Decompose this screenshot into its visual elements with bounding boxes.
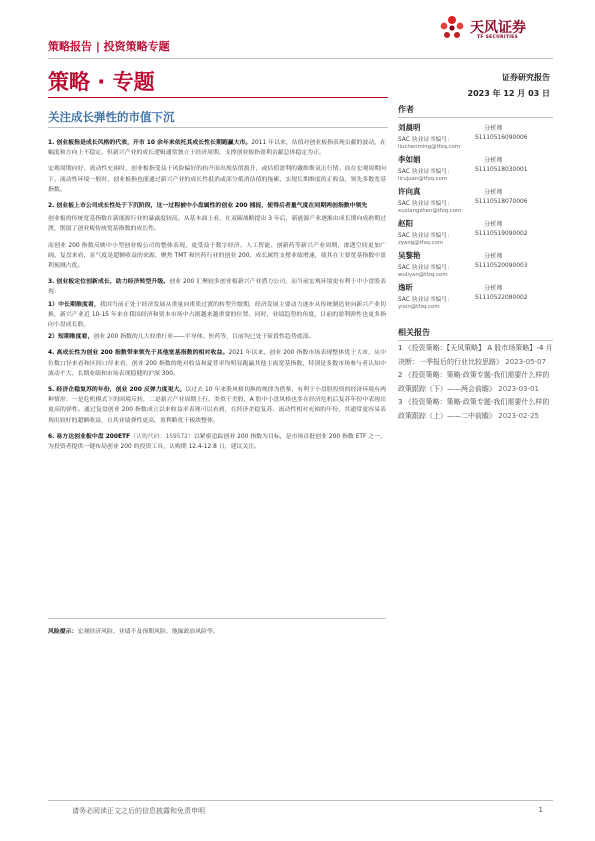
risk-text: 宏观经济风险、业绩不及预期风险、地缘政治风险等。 xyxy=(77,629,219,635)
author-role: 分析师 xyxy=(484,189,503,196)
product-code: （认购代码：159572） xyxy=(130,433,194,440)
author-role: 分析师 xyxy=(484,221,503,228)
risk-label: 风险提示： xyxy=(48,629,78,635)
author-entry xyxy=(398,186,553,214)
risk-warning xyxy=(48,626,219,635)
author-role: 分析师 xyxy=(484,157,503,164)
report-category: 策略报告 | 投资策略专题 xyxy=(48,40,170,53)
subtitle-divider xyxy=(48,127,388,128)
author-entry xyxy=(398,250,553,278)
paragraph-lead: 1）中长期维度看， xyxy=(48,301,100,308)
author-entry xyxy=(398,154,553,182)
paragraph-2 xyxy=(48,164,386,195)
author-name: 赵阳 xyxy=(398,219,413,228)
paragraph-6 xyxy=(48,300,386,331)
report-type: 证券研究报告 xyxy=(502,73,550,82)
paragraph-4 xyxy=(48,241,386,272)
summary-body xyxy=(48,138,386,458)
paragraph-lead: 3. 创业板定位创新成长，助力经济转型升级。 xyxy=(48,279,170,286)
author-email[interactable]: liuchenming@tfzq.com xyxy=(398,144,460,150)
author-sac-number: S1110518070006 xyxy=(475,199,528,205)
author-email[interactable]: zyang@tfzq.com xyxy=(398,240,444,246)
paragraph-lead: 2）短期维度看， xyxy=(48,334,94,341)
author-role: 分析师 xyxy=(484,285,503,292)
author-email[interactable]: xuxiangzhen@tfzq.com xyxy=(398,208,462,214)
paragraph-text: 创业板的传统宽基指数在新能源行业的暴露度较高，从基本面上看，在双碳战略提出 3 年后，新能源产业逐渐由成长期向成熟期过渡，削弱了创业板传统宽基指数的成长性。 xyxy=(48,216,386,233)
related-report-item[interactable] xyxy=(398,342,553,369)
paragraph-lead: 1. 创业板指是成长风格的代表，开市 10 余年来依托其成长性长期跑赢大市。 xyxy=(48,140,252,146)
paragraph-text: 创业 200 指数的几大权重行业——半导体、医药等，目前均已处于阶段性趋势底部。 xyxy=(93,334,315,341)
related-report-title: 2 《投资策略：策略·政策专题-我们需要什么样的政策跟踪（下）——两会前瞻》 xyxy=(398,371,550,393)
title-divider xyxy=(48,97,388,98)
author-sac-label: SAC 执业证书编号： xyxy=(398,137,453,143)
paragraph-text: 以过去 10 年来股风格切换的规律为借鉴，有利于小盘股投资的经济环境有两种情形：一是危机模式下的困境反转，二是新兴产业周期上行。类似于美股，A 股中小盘风格也多在经济危机后复苏年份中表现出更高的弹性。通过复盘创业 200 指数成立以来收益率表现可以看到，在经济企稳复苏、流动性相对充裕的年份，其通常更容易表现出较好的超额收益，且其业绩弹性更高，盈利略优于板块整体。 xyxy=(48,387,386,424)
paragraph-10 xyxy=(48,432,386,452)
paragraph-text: 2021 年以来，创业 200 指数市场表现整体优于大市，从中位数口径来看和区间口径来看，创业 200 指数的绝对收益和夏普率均明显跑赢其他主流宽基指数，特别是多数市场参与者认知中波动不大、长期业绩和市场表现稳健的沪深 300。 xyxy=(48,350,386,377)
author-sac-number: S1110519090002 xyxy=(475,231,528,237)
author-email[interactable]: wuliyan@tfzq.com xyxy=(398,272,448,278)
author-entry xyxy=(398,282,553,310)
logo-text: 天风证券 xyxy=(470,20,526,36)
paragraph-9 xyxy=(48,385,386,426)
paragraph-5 xyxy=(48,277,386,297)
footer-disclaimer: 请务必阅读正文之后的信息披露和免责申明 xyxy=(72,807,205,815)
paragraph-text: 创业 200 汇聚较多创业板新兴产业潜力公司，而当前宏观环境更有利于中小盘股表现： xyxy=(48,279,386,296)
author-name: 刘晨明 xyxy=(398,123,421,132)
author-role: 分析师 xyxy=(484,125,503,132)
author-sac-label: SAC 执业证书编号： xyxy=(398,201,453,207)
author-sac-label: SAC 执业证书编号： xyxy=(398,233,453,239)
risk-divider xyxy=(48,618,386,619)
author-email[interactable]: yixin@tfzq.com xyxy=(398,304,440,310)
tf-securities-logo-icon xyxy=(438,14,466,42)
authors-heading: 作者 xyxy=(398,105,414,114)
author-sac-label: SAC 执业证书编号： xyxy=(398,169,453,175)
author-sac-number: S1110518030001 xyxy=(475,167,528,173)
related-report-date: 2023-03-01 xyxy=(498,384,539,393)
related-divider xyxy=(398,340,553,341)
paragraph-text: 我国当前正处于经济发展从重量向重质过渡的转型升级期，经济发展主要动力逐步从传统制造业向新兴产业切换，新兴产业近 10-15 年来在我国经济和资本市场中占据越来越重要的位置。同时，业绩趋势的角度，目前的盈利弹性也更多指向小盘成长股。 xyxy=(48,301,386,329)
paragraph-lead: 5. 经济企稳复苏的年份，创业 200 反弹力度更大。 xyxy=(48,387,186,394)
author-entry xyxy=(398,218,553,246)
related-heading: 相关报告 xyxy=(398,328,430,337)
report-date: 2023 年 12 月 03 日 xyxy=(467,89,550,98)
paragraph-text: 宏观周期向好、流动性充裕时，创业板指受益于风险偏好的抬升而出现估值拔升，或估值盈利的戴维斯双击行情。而在宏观周期向下、流动性环境一般时，创业板指也能通过新兴产业的成长性抵消或部分抵消估值的拖累，实现长期维度的正收益，领先多数宽基指数。 xyxy=(48,166,386,193)
related-report-list xyxy=(398,342,553,424)
author-sac-label: SAC 执业证书编号： xyxy=(398,265,453,271)
paragraph-3-heading xyxy=(48,201,386,211)
author-sac-number: S1110516090006 xyxy=(475,135,528,141)
related-report-date: 2023-05-07 xyxy=(505,357,546,366)
related-report-date: 2023-02-25 xyxy=(498,411,539,420)
paragraph-1 xyxy=(48,138,386,158)
paragraph-7 xyxy=(48,332,386,342)
related-report-item[interactable] xyxy=(398,369,553,396)
paragraph-text: 以紧密追踪创业 200 指数为目标，是市场首批创业 200 指数 ETF 之一，为投资者提供一键布局创业 200 的投资工具，认购期 12.4-12.8 日，建议关注。 xyxy=(48,433,386,451)
author-name: 逸昕 xyxy=(398,283,413,292)
paragraph-text: 而创业 200 指数反映中小型创业板公司的整体表现，更受益于数字经济、人工智能、创新药等新兴产业周期，渗透空间更加广阔。复盘来看，景气度是超额收益的来源，聚焦 TMT 和医药行业的创业 200、成长属性支撑业绩增速，使其在主要宽基指数中盈利预测占优。 xyxy=(48,242,386,270)
author-name: 吴黎艳 xyxy=(398,251,421,260)
paragraph-3 xyxy=(48,214,386,234)
authors-divider xyxy=(398,117,553,118)
author-sac-number: S1110522080002 xyxy=(475,295,528,301)
page-title: 策略 · 专题 xyxy=(48,70,155,94)
page-number: 1 xyxy=(538,806,543,814)
paragraph-8 xyxy=(48,348,386,379)
author-sac-number: S1110520090003 xyxy=(475,263,528,269)
report-subtitle: 关注成长弹性的市值下沉 xyxy=(48,110,175,124)
related-report-title: 3 《投资策略：策略·政策专题-我们需要什么样的政策跟踪（上）——二中前瞻》 xyxy=(398,398,550,420)
author-name: 许向真 xyxy=(398,187,421,196)
related-report-item[interactable] xyxy=(398,396,553,423)
author-role: 分析师 xyxy=(484,253,503,260)
paragraph-lead: 4. 高成长性为创业 200 指数带来领先于其他宽基指数的相对收益。 xyxy=(48,350,229,357)
paragraph-lead: 2. 创业板上市公司成长性处于下沉阶段，这一过程被中小盘属性的创业 200 捕捉，使得后者量气度在同期两创指数中领先 xyxy=(48,203,368,210)
author-entry xyxy=(398,122,553,150)
author-name: 李如娟 xyxy=(398,155,421,164)
footer-divider xyxy=(48,800,553,801)
paragraph-text: 2011 年以来，估值对创业板指表现贡献的波动，在幅度和方向上不稳定，但新兴产业的成长逻辑通常独立于经济周期，支撑创业板指盈利贡献总体稳定为正。 xyxy=(48,140,386,157)
author-sac-label: SAC 执业证书编号： xyxy=(398,297,453,303)
author-email[interactable]: lirujuan@tfzq.com xyxy=(398,176,448,182)
related-report-title: 1 《投资策略：【天风策略】 A 股市场策略】-4 月决断：一季报后的行业比较思路》 xyxy=(398,344,553,366)
logo-subtext: TF SECURITIES xyxy=(477,35,519,40)
header-divider xyxy=(48,58,553,59)
paragraph-lead: 6. 易方达创业板中盘 200ETF xyxy=(48,433,131,440)
